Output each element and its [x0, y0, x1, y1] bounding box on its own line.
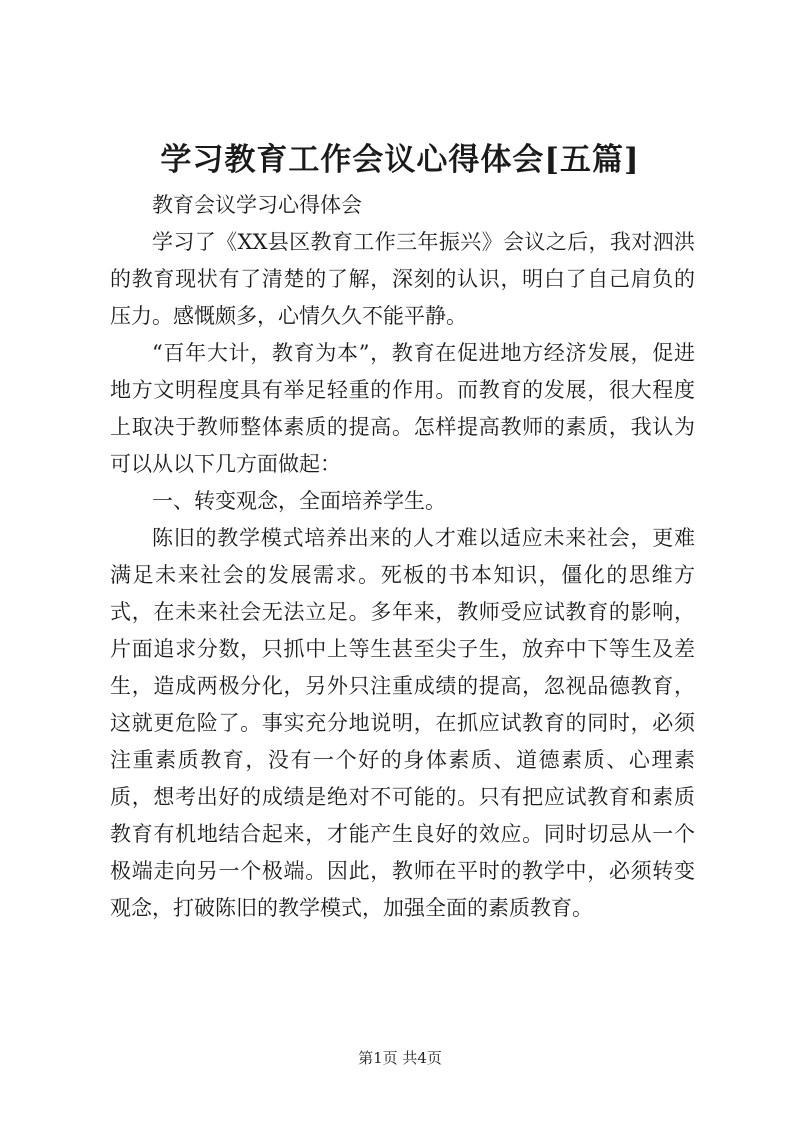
document-body	[110, 187, 695, 927]
document-title: 学习教育工作会议心得体会[五篇]	[160, 142, 640, 178]
paragraph-heading: 一、转变观念，全面培养学生。	[152, 489, 446, 513]
page-number-footer: 第1页 共4页	[358, 1049, 442, 1067]
paragraph-subtitle: 教育会议学习心得体会	[152, 193, 362, 217]
paragraph: 陈旧的教学模式培养出来的人才难以适应未来社会，更难满足未来社会的发展需求。死板的书本知识，僵化的思维方式，在未来社会无法立足。多年来，教师受应试教育的影响，片面追求分数，只抓中上等生甚至尖子生，放弃中下等生及差生，造成两极分化，另外只注重成绩的提高，忽视品德教育，这就更危险了。事实充分地说明，在抓应试教育的同时，必须注重素质教育，没有一个好的身体素质、道德素质、心理素质，想考出好的成绩是绝对不可能的。只有把应试教育和素质教育有机地结合起来，才能产生良好的效应。同时切忌从一个极端走向另一个极端。因此，教师在平时的教学中，必须转变观念，打破陈旧的教学模式，加强全面的素质教育。	[110, 526, 695, 920]
paragraph: “百年大计，教育为本”，教育在促进地方经济发展，促进地方文明程度具有举足轻重的作用。而教育的发展，很大程度上取决于教师整体素质的提高。怎样提高教师的素质，我认为可以从以下几方面做起：	[110, 341, 695, 476]
paragraph: 学习了《XX县区教育工作三年振兴》会议之后，我对泗洪的教育现状有了清楚的了解，深刻的认识，明白了自己肩负的压力。感慨颇多，心情久久不能平静。	[110, 230, 695, 328]
